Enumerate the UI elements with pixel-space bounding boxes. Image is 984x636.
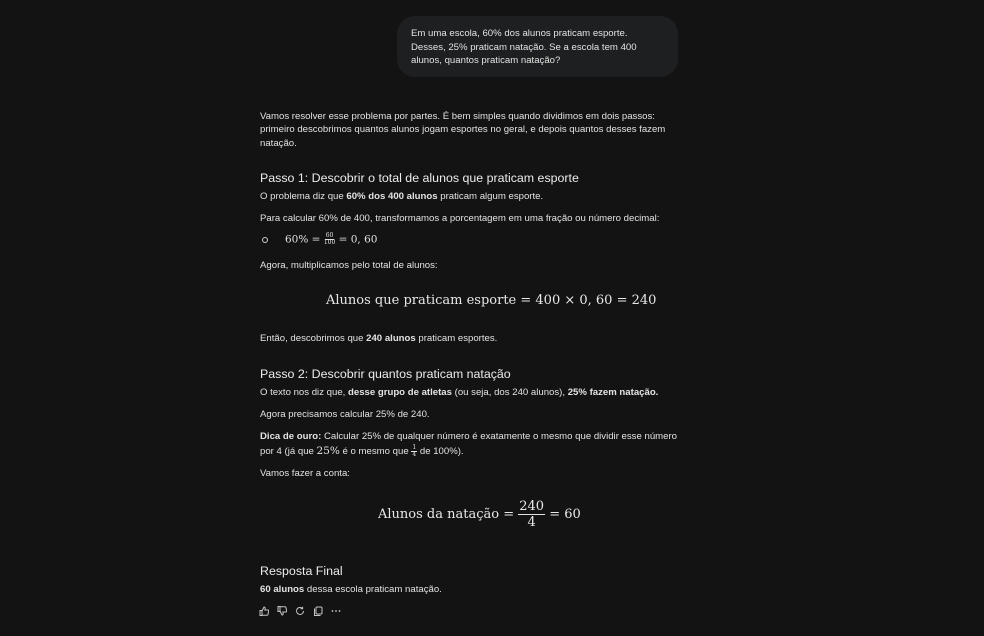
step2-tip [260,430,690,459]
final-answer-text: dessa escola praticam natação. [304,584,442,595]
intro-text: Vamos resolver esse problema por partes. É bem simples quando dividimos em dois passos: primeiro descobrimos quantos alunos jogam esportes no geral, e depois quantos desses fazem natação. [260,111,666,149]
step1-p4-text: Então, descobrimos que [260,333,367,344]
user-message-bubble [397,16,678,77]
tip-math: 25% [316,445,340,457]
step2-heading: Passo 2: Descobrir quantos praticam natação [260,367,511,381]
step1-paragraph-2: Para calcular 60% de 400, transformamos a porcentagem em uma fração ou número decimal: [260,213,660,224]
bullet-math-lhs: 60% = [285,233,324,246]
tip-text: Calcular 25% de qualquer número é exatamente o mesmo que dividir esse número por 4 (já que [260,431,678,457]
step1-p4-tail: praticam esportes. [415,333,498,344]
bullet-math-rhs: = 0, 60 [335,233,378,246]
bullet-fraction [324,233,335,246]
step2-formula-rhs: = 60 [545,507,581,522]
response-intro [260,110,690,150]
step2-p1-bold2: 25% fazem natação. [567,387,659,398]
step1-paragraph-3: Agora, multiplicamos pelo total de alunos: [260,260,438,271]
final-answer [260,583,690,596]
bullet-circle-icon [262,237,268,243]
response-actions [259,605,341,617]
bullet-fraction-den: 100 [323,239,336,246]
step1-p1-text: O problema diz que [260,191,347,202]
step1-bullet [260,233,690,247]
step2-formula-lhs: Alunos da natação = [378,507,519,522]
step2-paragraph-1 [260,386,690,399]
thumbs-up-icon[interactable] [259,605,269,617]
step2-p1-mid: (ou seja, dos 240 alunos), [451,387,568,398]
step1-formula: Alunos que praticam esporte = 400 × 0, 60 = 240 [326,293,657,308]
step2-paragraph-3: Vamos fazer a conta: [260,468,350,479]
copy-icon[interactable] [313,605,323,617]
step2-p1-text: O texto nos diz que, [260,387,348,398]
step2-formula-fraction [518,499,545,530]
step2-paragraph-2: Agora precisamos calcular 25% de 240. [260,409,430,420]
tip-fraction-num: 1 [412,443,417,451]
step2-formula-den: 4 [527,515,536,530]
final-heading: Resposta Final [260,564,343,578]
tip-bold-label: Dica de ouro: [260,431,322,442]
bullet-fraction-num: 60 [325,232,334,239]
step2-formula-num: 240 [519,499,545,514]
step1-paragraph-1 [260,190,690,203]
regenerate-icon[interactable] [295,605,305,617]
step1-p1-bold: 60% dos 400 alunos [346,191,438,202]
user-message-text: Em uma escola, 60% dos alunos praticam esporte. Desses, 25% praticam natação. Se a escola tem 400 alunos, quantos praticam natação? [411,28,637,66]
final-answer-bold: 60 alunos [260,584,305,595]
step1-p1-tail: praticam algum esporte. [437,191,544,202]
thumbs-down-icon[interactable] [277,605,287,617]
step1-heading: Passo 1: Descobrir o total de alunos que praticam esporte [260,171,579,185]
tip-fraction-den: 4 [412,450,417,458]
more-icon[interactable] [331,605,341,617]
step1-p4-bold: 240 alunos [366,333,416,344]
step2-formula [378,499,581,530]
step2-p1-bold1: desse grupo de atletas [348,387,452,398]
tip-end: de 100%). [417,446,464,457]
tip-mid: é o mesmo que [339,446,412,457]
step1-paragraph-4 [260,332,690,345]
